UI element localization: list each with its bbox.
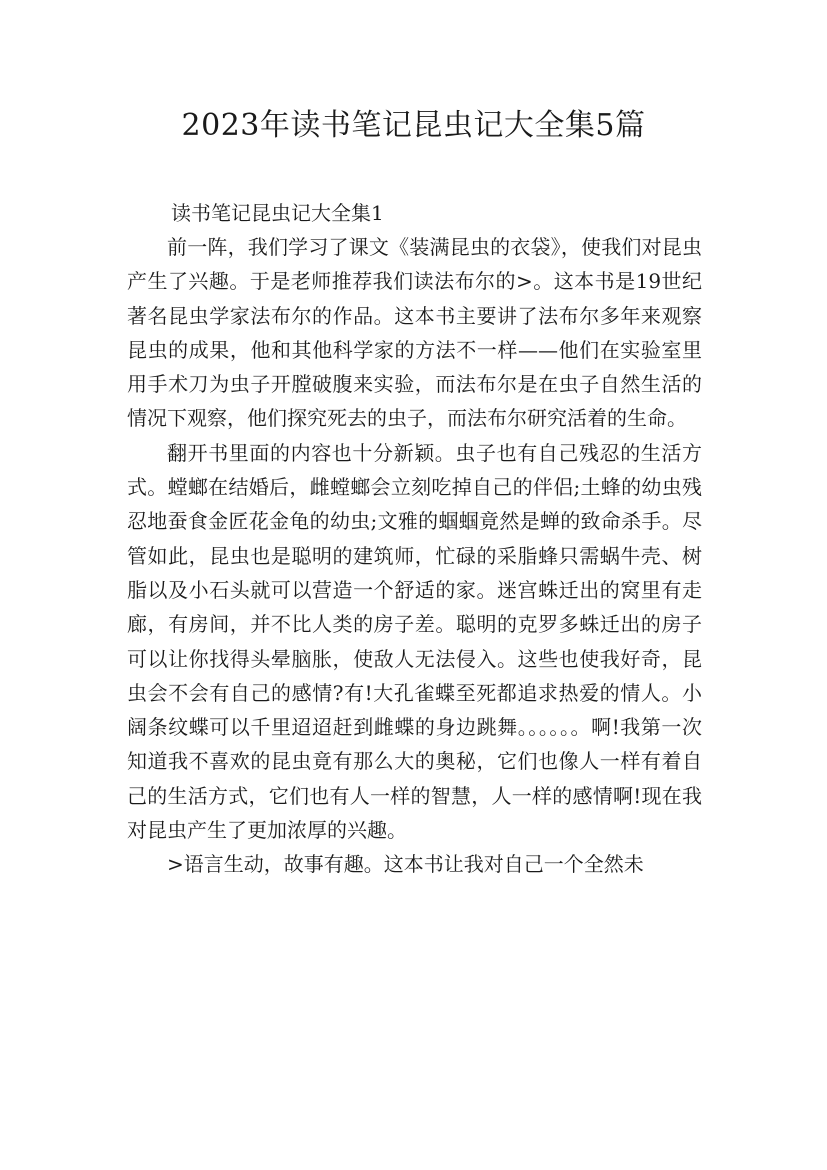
paragraph-1: 前一阵，我们学习了课文《装满昆虫的衣袋》，使我们对昆虫产生了兴趣。于是老师推荐我们读法布尔的>。这本书是19世纪著名昆虫学家法布尔的作品。这本书主要讲了法布尔多年来观察昆虫的成果，他和其他科学家的方法不一样——他们在实验室里用手术刀为虫子开膛破腹来实验，而法布尔是在虫子自然生活的情况下观察，他们探究死去的虫子，而法布尔研究活着的生命。	[127, 235, 702, 431]
paragraph-2: 翻开书里面的内容也十分新颖。虫子也有自己残忍的生活方式。螳螂在结婚后，雌螳螂会立刻吃掉自己的伴侣;土蜂的幼虫残忍地蚕食金匠花金龟的幼虫;文雅的蝈蝈竟然是蝉的致命杀手。尽管如此，昆虫也是聪明的建筑师，忙碌的采脂蜂只需蜗牛壳、树脂以及小石头就可以营造一个舒适的家。迷宫蛛迁出的窝里有走廊，有房间，并不比人类的房子差。聪明的克罗多蛛迁出的房子可以让你找得头晕脑胀，使敌人无法侵入。这些也使我好奇，昆虫会不会有自己的感情?有!大孔雀蝶至死都追求热爱的情人。小阔条纹蝶可以千里迢迢赶到雌蝶的身边跳舞。。。。。。啊!我第一次知道我不喜欢的昆虫竟有那么大的奥秘，它们也像人一样有着自己的生活方式，它们也有人一样的智慧，人一样的感情啊!现在我对昆虫产生了更加浓厚的兴趣。	[127, 440, 702, 843]
paragraph-3: >语言生动，故事有趣。这本书让我对自己一个全然未	[167, 852, 644, 877]
section-heading: 读书笔记昆虫记大全集1	[171, 201, 384, 225]
document-body	[127, 196, 702, 882]
document-title: 2023年读书笔记昆虫记大全集5篇	[181, 108, 646, 143]
